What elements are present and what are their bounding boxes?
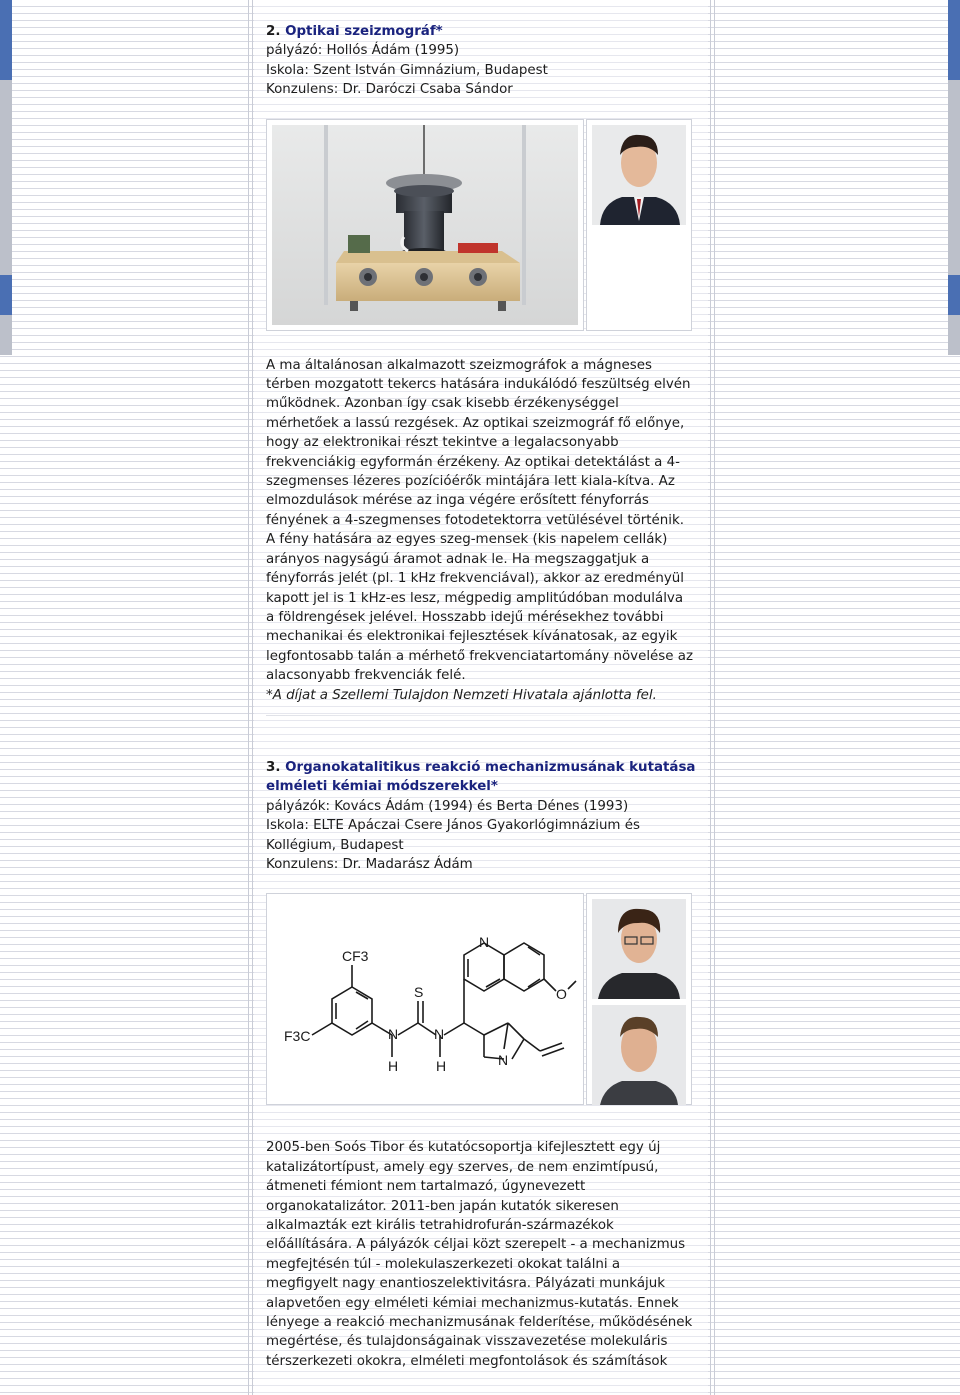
body-line: arányos nagyságú áramot adnak le. Ha megszaggatjuk a [266, 551, 650, 567]
body-line: megfigyelt nagy enantioszelektivitásra. Pályázati munkájuk [266, 1276, 665, 1292]
column-rule-left-inner [252, 0, 253, 1395]
body-line: alkalmazták ezt királis tetrahidrofurán-származékok [266, 1218, 614, 1233]
right-edge-stripe-blue [948, 0, 960, 80]
body-line: megértése, és tulajdonságainak visszavezetése molekuláris [266, 1334, 668, 1350]
section-3-title [266, 758, 696, 777]
body-line: elmozdulások mérése az inga végére erősített fényforrás [266, 493, 649, 509]
column-rule-right [710, 0, 711, 1395]
body-line: mechanikai és elektronikai fejlesztések kívánatosak, az egyik [266, 629, 678, 645]
body-line: szegmenses lézeres pozícióérők mintájára lett kiala-kítva. Az [266, 474, 675, 490]
applicant-portrait-frame [586, 119, 692, 331]
body-line: térben mozgatott tekercs hatására indukálódó feszültség elvén [266, 377, 691, 393]
section-divider [266, 715, 692, 716]
section-3-applicants: pályázók: Kovács Ádám (1994) és Berta Dénes (1993) [266, 798, 629, 814]
label-h-1: H [388, 1058, 399, 1075]
right-edge-stripe-gray [948, 80, 960, 275]
column-rule-left [248, 0, 249, 1395]
molecule-figure [266, 893, 584, 1105]
section-2-title [266, 22, 696, 41]
body-line: kapott jel is 1 kHz-es lesz, mégpedig amplitúdóban modulálva [266, 590, 684, 606]
body-line: legfontosabb talán a mérhető frekvenciatartomány növelése az [266, 648, 693, 664]
applicant-portrait-1 [592, 899, 686, 999]
section-2-number: 2. [266, 24, 281, 39]
body-line: organokatalizátor. 2011-ben japán kutatók sikeresen [266, 1198, 619, 1214]
label-f3c: F3C [284, 1028, 311, 1045]
body-line: frekvenciákig egyformán érzékeny. Az optikai detektálást a 4- [266, 454, 680, 470]
body-line: a földrengések jelével. Hosszabb idejű mérésekhez további [266, 609, 664, 625]
left-edge-stripe-gray [0, 80, 12, 275]
body-line: A ma általánosan alkalmazott szeizmográfok a mágneses [266, 357, 652, 373]
section-3-body [266, 1138, 696, 1371]
section-2-paragraph [266, 356, 696, 705]
applicant-portrait [592, 125, 686, 225]
section-2-header [266, 22, 696, 100]
label-n-bicyclic: N [498, 1052, 509, 1069]
seismograph-illustration [272, 125, 578, 325]
body-line: alapvetően egy elméleti kémiai mechanizmus-kutatás. Ennek [266, 1295, 679, 1311]
body-line: lényege a reakció mechanizmusának felderítése, működésének [266, 1315, 693, 1331]
section-3-header [266, 758, 696, 874]
section-3-figures [266, 893, 696, 1107]
body-line: előállítására. A pályázók céljai közt szerepelt - a mechanizmus [266, 1237, 686, 1253]
body-line: A fény hatására az egyes szeg-mensek (kis napelem cellák) [266, 532, 668, 548]
seismograph-photo [266, 119, 584, 331]
section-2-figures [266, 119, 696, 333]
column-rule-right-inner [714, 0, 715, 1395]
body-line: hogy az elektronikai részt tekintve a legalacsonyabb [266, 435, 619, 451]
section-3-consultant: Konzulens: Dr. Madarász Ádám [266, 856, 473, 872]
organocatalyst-structure [272, 899, 578, 1099]
body-line: mérhetőek a lassú rezgések. Az optikai szeizmográf fő előnye, [266, 415, 685, 431]
section-2-applicant: pályázó: Hollós Ádám (1995) [266, 43, 460, 59]
body-line: alacsonyabb frekvenciák felé. [266, 668, 466, 684]
section-3-title-line1: Organokatalitikus reakció mechanizmusának kutatása [285, 759, 696, 775]
label-o: O [556, 986, 567, 1003]
article-content [266, 22, 696, 1371]
applicants-portraits-frame [586, 893, 692, 1105]
right-edge-stripe-gray-2 [948, 315, 960, 355]
section-2-body [266, 356, 696, 716]
section-2-footnote: *A díjat a Szellemi Tulajdon Nemzeti Hivatala ajánlotta fel. [266, 687, 657, 703]
label-h-2: H [436, 1058, 447, 1075]
body-line: 2005-ben Soós Tibor és kutatócsoportja kifejlesztett egy új [266, 1140, 661, 1156]
section-2-title-text: Optikai szeizmográf* [285, 24, 443, 39]
left-edge-stripe-gray-2 [0, 315, 12, 355]
applicant-portrait-2 [592, 1005, 686, 1105]
body-line: térszerkezeti okokra, elméleti megfontolások és számítások [266, 1353, 668, 1369]
section-3-paragraph [266, 1138, 696, 1371]
body-line: megfejtésén túl - molekulaszerkezeti okokat találni a [266, 1256, 621, 1272]
left-edge-stripe-blue-2 [0, 275, 12, 315]
section-3-school-line2: Kollégium, Budapest [266, 837, 404, 853]
label-n-amide-1: N [388, 1026, 399, 1043]
section-3-school-line1: Iskola: ELTE Apáczai Csere János Gyakorlógimnázium és [266, 818, 640, 834]
left-edge-stripe-blue [0, 0, 12, 80]
label-n-amide-2: N [434, 1026, 445, 1043]
section-3-title-line2: elméleti kémiai módszerekkel* [266, 779, 498, 795]
section-2-consultant: Konzulens: Dr. Daróczi Csaba Sándor [266, 82, 513, 98]
right-edge-stripe-blue-2 [948, 275, 960, 315]
label-cf3: CF3 [342, 948, 369, 965]
body-line: átmeneti fémiont nem tartalmazó, úgynevezett [266, 1179, 586, 1195]
body-line: működnek. Azonban így csak kisebb érzékenységgel [266, 396, 619, 412]
body-line: fényének a 4-szegmenses fotodetektorra vetülésével történik. [266, 512, 684, 528]
body-line: katalizátortípust, amely egy szerves, de nem enzimtípusú, [266, 1159, 659, 1175]
label-n-quinoline: N [479, 934, 490, 951]
section-2-school: Iskola: Szent István Gimnázium, Budapest [266, 62, 548, 78]
label-s: S [414, 984, 424, 1001]
section-3-number: 3. [266, 759, 281, 775]
body-line: fényforrás jelét (pl. 1 kHz frekvenciával), akkor az eredményül [266, 571, 684, 587]
